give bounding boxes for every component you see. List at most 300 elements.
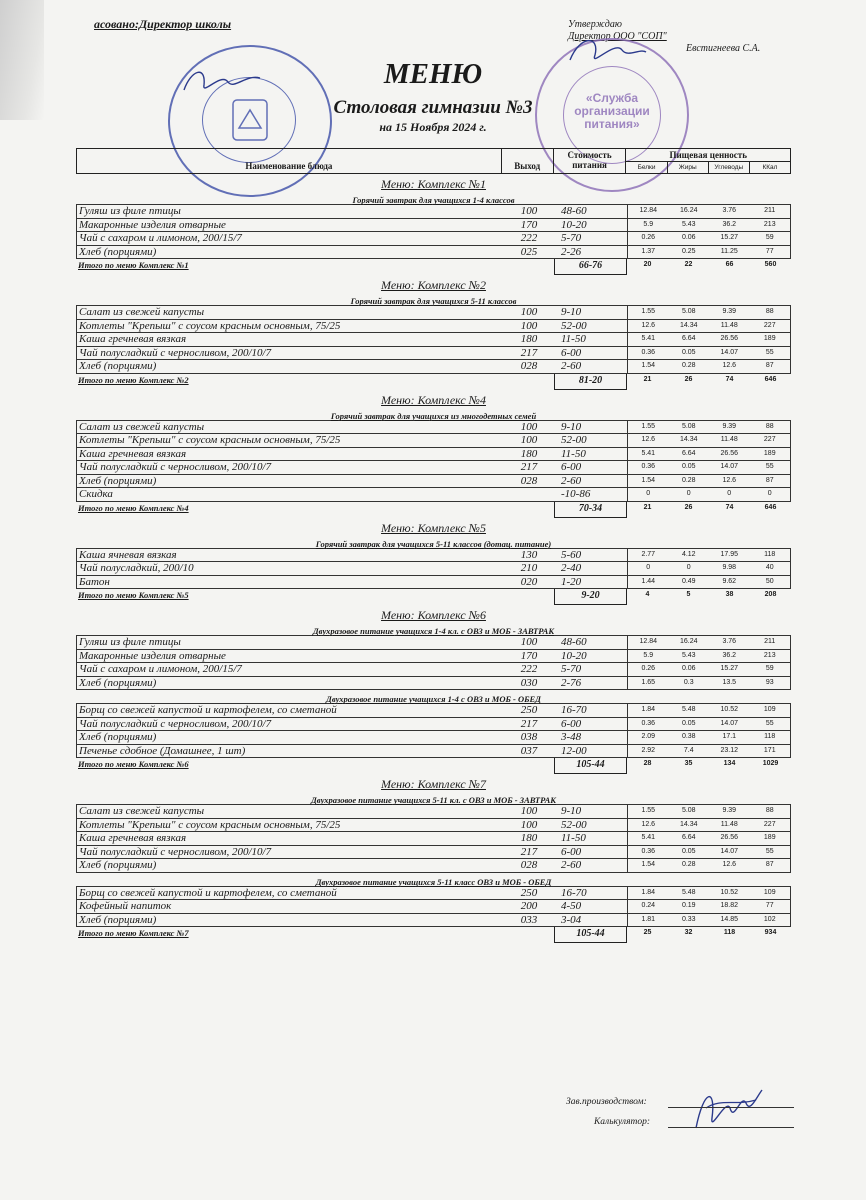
dish-fat: 5.08 [681,422,696,430]
dish-fat: 0.05 [681,847,696,855]
dish-name: Хлеб (порциями) [79,360,157,373]
dish-name: Котлеты "Крепыш" с соусом красным основным, 75/25 [79,319,341,332]
dish-protein: 1.54 [641,476,656,484]
dish-name: Чай с сахаром и лимоном, 200/15/7 [79,663,242,676]
complex-total-row [76,259,791,275]
dish-protein: 1.54 [641,861,656,869]
dish-cost: 6-00 [555,846,628,859]
dish-name: Каша гречневая вязкая [79,447,187,460]
total-carbs: 74 [725,503,734,511]
dish-kcal: 189 [763,834,776,842]
dish-fat: 0.28 [681,476,696,484]
dish-name: Чай с сахаром и лимоном, 200/15/7 [79,232,242,245]
dish-protein: 1.54 [641,362,656,370]
dish-kcal: 227 [763,436,776,444]
dish-carbs: 12.6 [722,476,737,484]
section-subtitle-text: Горячий завтрак для учащихся из многодетных семей [330,410,537,421]
dish-kcal: 211 [764,638,776,646]
header-protein: Белки [626,162,667,173]
dish-yield: 033 [520,913,538,926]
dish-cost: 52-00 [555,434,628,447]
dish-yield: 028 [520,859,538,872]
approve-label: Утверждаю [568,19,622,30]
dish-yield: 037 [520,744,538,757]
dish-yield: 100 [520,805,538,818]
complex-total-row [76,927,791,943]
complex-title [76,393,791,407]
table-row [76,703,791,718]
total-label: Итого по меню Комплекс №2 [78,374,189,385]
complex-block [76,393,791,518]
dish-carbs: 9.39 [722,422,737,430]
table-row [76,448,791,462]
dish-yield: 170 [520,649,538,662]
dish-kcal: 88 [765,308,774,316]
dish-cost: 52-00 [555,320,628,333]
table-row [76,488,791,502]
dish-carbs: 14.07 [720,348,739,356]
table-row [76,650,791,664]
total-carbs: 66 [725,261,734,268]
section-subtitle-text: Двухразовое питание учащихся 5-11 кл. с ОВЗ и МОБ - ЗАВТРАК [310,795,557,805]
dish-protein: 12.6 [641,321,656,329]
dish-kcal: 0 [767,490,772,498]
dish-carbs: 17.95 [720,550,739,558]
dish-yield: 170 [520,218,538,231]
dish-name: Хлеб (порциями) [79,913,157,926]
dish-carbs: 11.48 [720,820,738,828]
dish-protein: 12.84 [639,207,658,215]
dish-kcal: 59 [765,234,774,242]
production-signature-line [668,1107,794,1108]
total-protein: 20 [643,261,652,268]
complex-block [76,608,791,774]
table-row [76,320,791,334]
dish-yield: 100 [520,420,538,433]
dish-protein: 12.6 [641,436,656,444]
company-stamp-text: «Служба организации питания» [574,91,650,131]
dish-fat: 0 [686,490,691,498]
complex-block [76,177,791,275]
director-name: Евстигнеева С.А. [686,43,761,54]
section-rows [76,305,791,374]
dish-name: Чай полусладкий с черносливом, 200/10/7 [79,461,272,474]
dish-cost: 9-10 [555,421,628,434]
dish-kcal: 87 [765,362,774,370]
dish-carbs: 26.56 [720,449,739,457]
table-row [76,420,791,435]
dish-yield: 130 [520,548,538,561]
header-nutrition [626,149,790,173]
dish-carbs: 11.48 [720,321,738,329]
total-label: Итого по меню Комплекс №6 [78,759,189,769]
total-fat: 22 [684,261,693,268]
table-row [76,846,791,860]
dish-name: Чай полусладкий с черносливом, 200/10/7 [79,346,272,359]
dish-protein: 2.77 [641,550,656,558]
total-fat: 32 [684,929,693,936]
section-rows [76,804,791,873]
dish-name: Борщ со свежей капустой и картофелем, со сметаной [79,886,337,899]
dish-cost: 5-60 [555,549,628,562]
dish-yield: 100 [520,434,538,447]
dish-protein: 5.41 [641,335,656,343]
dish-protein: 5.9 [643,220,654,228]
section-subtitle-text: Горячий завтрак для учащихся 1-4 классов [352,195,515,205]
dish-yield: 250 [520,886,538,899]
table-row [76,576,791,590]
page-title: МЕНЮ [383,58,483,90]
dish-name: Салат из свежей капусты [79,805,205,818]
dish-protein: 1.65 [641,678,656,686]
total-kcal: 646 [764,375,777,383]
dish-yield: 020 [520,575,538,588]
total-kcal: 646 [764,503,777,511]
total-fat: 35 [684,760,693,767]
total-cost: 105-44 [554,758,627,774]
dish-name: Салат из свежей капусты [79,420,205,433]
dish-kcal: 55 [765,348,774,356]
agreed-label: асовано:Директор школы [94,17,232,31]
dish-yield: 180 [520,447,538,460]
dish-fat: 0.05 [681,348,696,356]
dish-carbs: 23.12 [720,746,739,754]
dish-cost: 1-20 [555,576,628,589]
table-row [76,434,791,448]
dish-name: Каша гречневая вязкая [79,333,187,346]
dish-protein: 5.9 [643,651,654,659]
dish-fat: 5.48 [681,888,696,896]
dish-protein: 1.55 [641,807,656,815]
table-row [76,246,791,260]
dish-name: Котлеты "Крепыш" с соусом красным основным, 75/25 [79,818,341,831]
dish-cost: 10-20 [555,650,628,663]
dish-cost: 48-60 [555,205,628,218]
header-yield: Выход [502,149,554,173]
dish-fat: 6.64 [681,335,696,343]
dish-kcal: 109 [763,706,776,714]
dish-protein: 0.24 [641,902,656,910]
total-kcal: 208 [764,591,777,598]
dish-yield: 180 [520,333,538,346]
dish-fat: 7.4 [683,746,694,754]
table-row [76,819,791,833]
dish-yield: 100 [520,306,538,319]
table-header [76,148,791,174]
table-row [76,886,791,901]
dish-protein: 0.26 [641,234,656,242]
header-kcal: ККал [762,164,778,171]
dish-name: Хлеб (порциями) [79,245,157,258]
table-row [76,635,791,650]
dish-name: Котлеты "Крепыш" с соусом красным основным, 75/25 [79,434,341,447]
dish-protein: 5.41 [641,449,656,457]
dish-yield: 200 [520,900,538,913]
dish-kcal: 40 [765,564,774,572]
table-row [76,718,791,732]
dish-protein: 0 [646,490,651,498]
dish-cost: 3-48 [555,731,628,744]
dish-kcal: 189 [763,335,776,343]
dish-carbs: 3.76 [722,207,737,215]
dish-yield: 030 [520,676,538,689]
dish-protein: 1.81 [641,915,656,923]
dish-carbs: 36.2 [722,220,737,228]
dish-cost: 3-04 [555,914,628,927]
dish-fat: 0.25 [681,247,696,255]
table-row [76,804,791,819]
dish-kcal: 55 [765,719,774,727]
dish-cost: 9-10 [555,805,628,818]
dish-fat: 14.34 [679,436,698,444]
section-subtitle [76,873,791,886]
dish-yield: 038 [520,731,538,744]
calculator-signature-line [668,1127,794,1128]
dish-fat: 16.24 [679,207,698,215]
dish-kcal: 213 [763,220,776,228]
total-carbs: 118 [723,929,736,936]
dish-carbs: 14.07 [720,719,739,727]
total-cost: 105-44 [554,927,627,943]
total-fat: 26 [684,503,693,511]
dish-yield: 100 [520,818,538,831]
dish-name: Чай полусладкий с черносливом, 200/10/7 [79,845,272,858]
dish-cost: 16-70 [555,887,628,900]
complex-block [76,278,791,390]
dish-kcal: 118 [764,733,776,741]
dish-name: Чай полусладкий с черносливом, 200/10/7 [79,717,272,730]
header-carbs: Углеводы [709,162,750,173]
dish-fat: 0.28 [681,362,696,370]
dish-carbs: 14.85 [720,915,739,923]
complex-total-row [76,589,791,605]
dish-cost: 5-70 [555,663,628,676]
dish-name: Хлеб (порциями) [79,731,157,744]
dish-carbs: 26.56 [720,335,739,343]
dish-fat: 0.33 [681,915,696,923]
dish-protein: 5.41 [641,834,656,842]
header-nutrition-columns [626,162,790,173]
dish-yield: 217 [520,346,538,359]
section-subtitle [76,791,791,804]
header-name: Наименование блюда [77,149,502,173]
total-kcal: 560 [764,261,777,268]
complex-title-text: Меню: Комплекс №2 [381,278,486,292]
dish-name: Хлеб (порциями) [79,676,157,689]
dish-carbs: 9.62 [722,577,737,585]
dish-cost: 16-70 [555,704,628,717]
dish-yield: 100 [520,205,538,218]
dish-name: Печенье сдобное (Домашнее, 1 шт) [79,744,246,757]
table-row [76,562,791,576]
complex-title-text: Меню: Комплекс №1 [381,177,486,191]
section-rows [76,204,791,259]
complex-title-text: Меню: Комплекс №6 [381,608,486,622]
dish-name: Борщ со свежей капустой и картофелем, со сметаной [79,704,337,717]
total-kcal: 1029 [762,760,779,767]
dish-yield: 028 [520,360,538,373]
total-cost: 9-20 [554,589,627,605]
section-subtitle [76,690,791,703]
total-label: Итого по меню Комплекс №4 [78,502,189,513]
dish-kcal: 189 [763,449,776,457]
dish-fat: 0.05 [681,719,696,727]
dish-yield: 100 [520,636,538,649]
dish-fat: 14.34 [679,820,698,828]
dish-protein: 2.92 [641,746,656,754]
dish-fat: 6.64 [681,834,696,842]
table-row [76,333,791,347]
dish-cost: -10-86 [555,488,628,501]
dish-yield: 210 [520,562,538,575]
dish-protein: 0.36 [641,463,656,471]
dish-cost: 10-20 [555,219,628,232]
dish-cost: 9-10 [555,306,628,319]
section-rows [76,420,791,502]
dish-carbs: 13.5 [722,678,737,686]
table-row [76,663,791,677]
dish-kcal: 213 [763,651,776,659]
dish-carbs: 12.6 [722,861,737,869]
header-fat: Жиры [668,162,709,173]
dish-yield: 217 [520,717,538,730]
section-rows [76,635,791,690]
table-row [76,859,791,873]
dish-cost: 2-76 [555,677,628,690]
dish-fat: 5.08 [681,308,696,316]
dish-name: Хлеб (порциями) [79,859,157,872]
dish-fat: 5.08 [681,807,696,815]
dish-yield: 100 [520,319,538,332]
dish-carbs: 9.98 [722,564,737,572]
dish-kcal: 77 [765,247,774,255]
dish-cost: 12-00 [555,745,628,758]
total-carbs: 134 [723,760,736,767]
dish-protein: 1.84 [641,888,656,896]
dish-name: Макаронные изделия отварные [79,218,226,231]
section-rows [76,548,791,590]
dish-protein: 12.6 [641,820,656,828]
calculator-label: Калькулятор: [594,1117,651,1127]
complex-block [76,777,791,943]
dish-fat: 5.43 [681,651,696,659]
table-row [76,731,791,745]
section-rows [76,703,791,758]
menu-table [76,148,791,943]
dish-carbs: 9.39 [722,308,737,316]
complex-title [76,608,791,622]
dish-kcal: 87 [765,476,774,484]
dish-fat: 6.64 [681,449,696,457]
dish-kcal: 88 [765,422,774,430]
dish-name: Каша гречневая вязкая [79,832,187,845]
dish-cost: 52-00 [555,819,628,832]
menu-date: на 15 Ноября 2024 г. [379,120,487,134]
dish-kcal: 87 [765,861,774,869]
dish-protein: 12.84 [639,638,658,646]
dish-cost: 6-00 [555,718,628,731]
dish-kcal: 211 [764,207,776,215]
total-label: Итого по меню Комплекс №7 [78,928,189,938]
dish-cost: 48-60 [555,636,628,649]
section-subtitle-text: Горячий завтрак для учащихся 5-11 классов (дотац. питание) [315,538,552,549]
complex-total-row [76,502,791,518]
section-subtitle-text: Двухразовое питание учащихся 1-4 кл. с ОВЗ и МОБ - ЗАВТРАК [312,626,555,636]
dish-fat: 0.38 [681,733,696,741]
dish-name: Скидка [79,488,113,501]
complex-title-text: Меню: Комплекс №5 [381,520,486,535]
dish-carbs: 9.39 [722,807,737,815]
section-subtitle [76,407,791,420]
dish-carbs: 17.1 [722,733,737,741]
dish-kcal: 50 [765,577,774,585]
dish-kcal: 77 [765,902,774,910]
dish-cost: 11-50 [555,832,628,845]
dish-protein: 1.44 [641,577,656,585]
complex-total-row [76,758,791,774]
section-subtitle-text: Горячий завтрак для учащихся 5-11 классов [350,296,517,306]
director-label: Директор ООО "СОП" [568,31,667,42]
total-carbs: 74 [725,375,734,383]
table-row [76,900,791,914]
dish-name: Каша ячневая вязкая [79,548,177,561]
total-protein: 4 [645,591,650,598]
dish-cost: 11-50 [555,333,628,346]
dish-name: Гуляш из филе птицы [79,636,181,649]
dish-name: Батон [79,575,110,588]
section-subtitle [76,292,791,305]
dish-fat: 0.28 [681,861,696,869]
dish-cost: 2-60 [555,360,628,373]
dish-carbs: 10.52 [720,888,739,896]
dish-kcal: 59 [765,665,774,673]
dish-protein: 0.36 [641,719,656,727]
table-row [76,677,791,691]
total-fat: 5 [686,591,691,598]
total-cost: 81-20 [554,374,627,390]
table-row [76,232,791,246]
dish-cost: 2-40 [555,562,628,575]
dish-name: Гуляш из филе птицы [79,205,181,218]
section-subtitle [76,191,791,204]
table-row [76,548,791,563]
dish-kcal: 171 [763,746,776,754]
dish-fat: 14.34 [679,321,698,329]
dish-fat: 5.43 [681,220,696,228]
section-subtitle [76,535,791,548]
dish-carbs: 15.27 [720,665,739,673]
complex-title [76,777,791,791]
total-carbs: 38 [725,591,734,598]
dish-kcal: 93 [765,678,774,686]
dish-carbs: 0 [727,490,732,498]
dish-protein: 0.36 [641,348,656,356]
dish-name: Хлеб (порциями) [79,474,157,487]
table-row [76,914,791,928]
dish-yield: 025 [520,245,538,258]
section-subtitle [76,622,791,635]
dish-kcal: 227 [763,321,776,329]
dish-cost: 6-00 [555,347,628,360]
dish-carbs: 14.07 [720,847,739,855]
dish-protein: 2.09 [641,733,656,741]
dish-fat: 0.05 [681,463,696,471]
dish-carbs: 3.76 [722,638,737,646]
complex-title-text: Меню: Комплекс №7 [381,777,486,791]
dish-protein: 0.26 [641,665,656,673]
total-protein: 21 [643,503,652,511]
dish-yield: 217 [520,461,538,474]
